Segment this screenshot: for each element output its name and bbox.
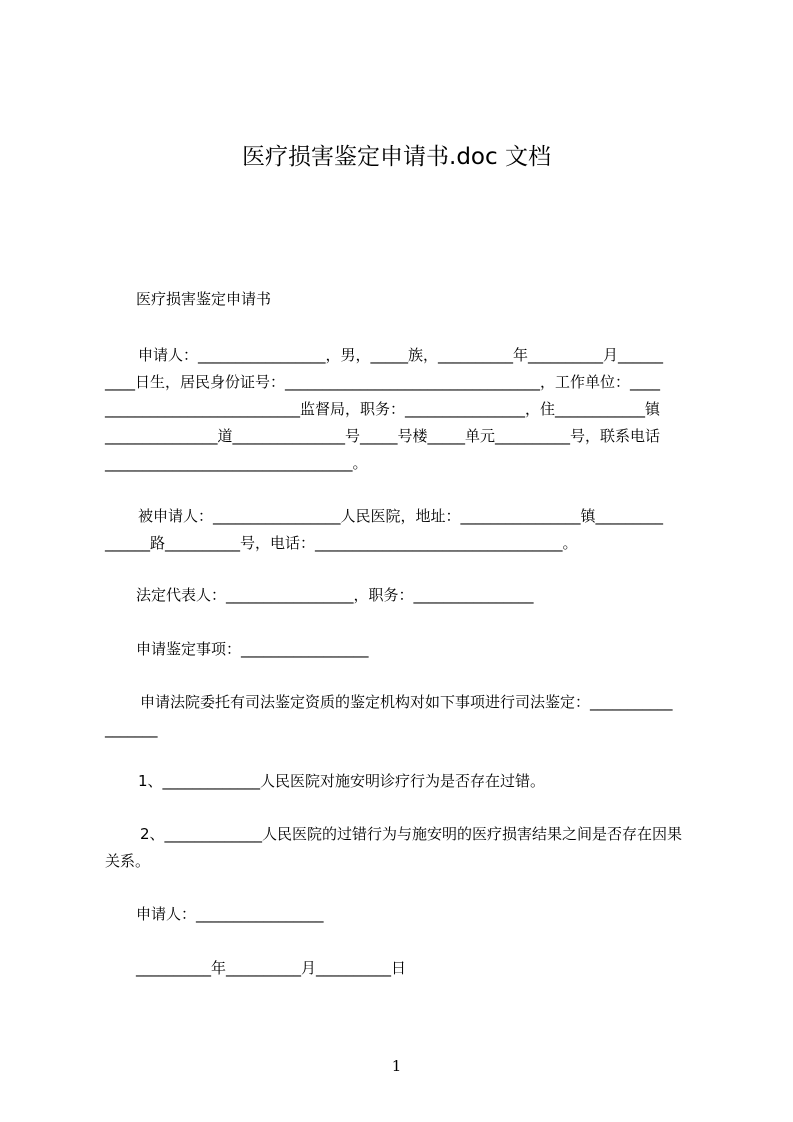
respondent-line-2: ______路__________号，电话：_________________________________。 [105,534,578,552]
document-heading: 医疗损害鉴定申请书 [136,290,272,308]
applicant-line-3: __________________________监督局，职务：________________，住____________镇 [105,400,661,418]
respondent-line-1: 被申请人：_________________人民医院，地址：________________镇_________ [138,507,664,525]
applicant-line-2: ____日生，居民身份证号：__________________________________，工作单位：____ [105,373,661,391]
item-1: 1、_____________人民医院对施安明诊疗行为是否存在过错。 [138,772,546,790]
applicant-line-5: _________________________________。 [105,454,368,472]
request-line-2: _______ [105,720,158,738]
document-title: 医疗损害鉴定申请书.doc 文档 [242,144,551,170]
appraisal-matter-line: 申请鉴定事项：_________________ [136,640,369,658]
applicant-line-1: 申请人：_________________，男，_____族，__________年__________月______ [138,346,664,364]
item-2-line-2: 关系。 [105,852,151,870]
request-line-1: 申请法院委托有司法鉴定资质的鉴定机构对如下事项进行司法鉴定：___________ [140,693,673,711]
signature-line: 申请人：_________________ [136,905,324,923]
item-2-line-1: 2、_____________人民医院的过错行为与施安明的医疗损害结果之间是否存在因果 [140,825,683,843]
date-line: __________年__________月__________日 [136,959,407,977]
legal-representative-line: 法定代表人：_________________，职务：________________ [136,586,534,604]
applicant-line-4: _______________道_______________号_____号楼_____单元__________号，联系电话 [105,427,661,445]
page-number: 1 [391,1057,402,1075]
